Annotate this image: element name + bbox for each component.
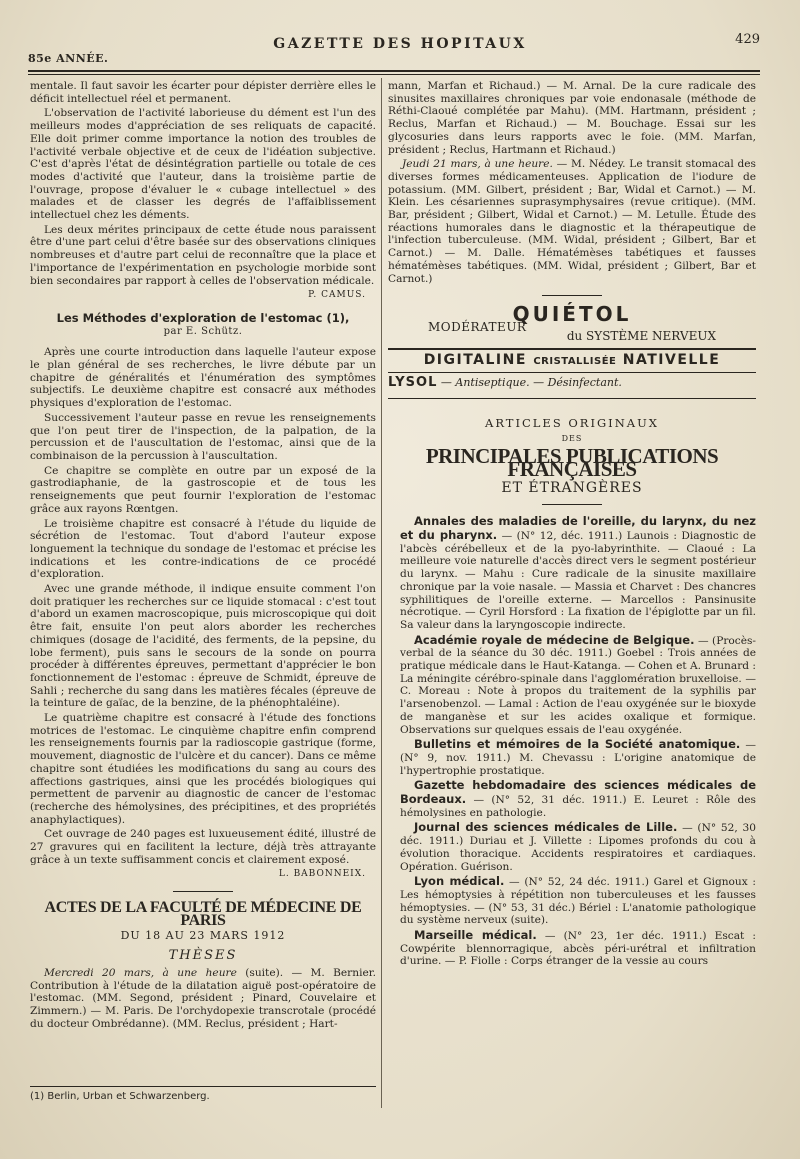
advertisement	[388, 302, 756, 399]
review-paragraph-4: Le troisième chapitre est consacré à l'étude du liquide de sécrétion de l'estomac. Tout d'abord l'auteur expose longuement la technique du sondage de l'estomac et précise les indications et les contre-indications de ce procédé d'exploration.	[30, 517, 376, 581]
ad-systeme: du SYSTÈME NERVEUX	[566, 328, 716, 343]
review-title: Les Méthodes d'exploration de l'estomac (1),	[56, 310, 350, 325]
review-author: par E. Schütz.	[163, 325, 243, 337]
theses-heading: THÈSES	[168, 948, 238, 964]
jeudi-text: — M. Nédey. Le transit stomacal des diverses formes médicamenteuses. Application de l'iodure de potassium. (MM. Gilbert, président ; Bar, Widal et Carnot.) — M. Klein. Les césariennes suprasymphysaires (revue critique). (MM. Bar, président ; Gilbert, Widal et Carnot.) — M. Letulle. Étude des réactions humorales dans le diagnostic et la thérapeutique de l'infection tuberculeuse. (MM. Widal, président ; Gilbert, Bar et Carnot.) — M. Dalle. Hématémèses tabétiques et fausses hématémèses tabétiques. (MM. Widal, président ; Gilbert, Bar et Carnot.)	[388, 158, 756, 285]
articles-title: PRINCIPALES PUBLICATIONS FRANÇAISES	[425, 444, 719, 481]
list-item	[388, 821, 756, 873]
ad-lysol-desc: — Antiseptique. — Désinfectant.	[440, 376, 622, 390]
journal-title: GAZETTE DES HOPITAUX	[273, 36, 527, 52]
signature-babonneix: L. BABONNEIX.	[278, 869, 366, 880]
entry-text: — (N° 52, 31 déc. 1911.) E. Leuret : Rôle des hémolysines en pathologie.	[400, 794, 756, 819]
review-paragraph-1: Après une courte introduction dans laquelle l'auteur expose le plan général de ses recherches, le livre débute par un chapitre de généralités et l'énumération des symptômes subjectifs. Le deuxième chapitre est consacré aux méthodes physiques d'exploration de l'estomac.	[30, 346, 376, 410]
theses-continuation: mann, Marfan et Richaud.) — M. Arnal. De la cure radicale des sinusites maxillaires chroniques par voie endonasale (méthode de Réthi-Claoué complétée par Mahu). (MM. Hartmann, président ; Reclus, Marfan et Richaud.) — M. Bouchage. Essai sur les glycosuries dans leurs rapports avec le foie. (MM. Marfan, président ; Reclus, Hartmann et Richaud.)	[388, 80, 756, 156]
paragraph-observation: L'observation de l'activité laborieuse du dément est l'un des meilleurs modes d'appréciation de ses reliquats de capacité. Elle doit primer comme importance la notion des troubles de l'activité verbale objective et de ceux de l'idéation subjective. C'est d'après l'état de désintégration partielle ou totale de ces modes d'activité que l'auteur, dans la troisième partie de l'ouvrage, propose d'évaluer le « cubage intellectuel » des malades et de classer les degrés de l'affaiblissement intellectuel chez les déments.	[30, 107, 376, 222]
articles-subtitle: ET ÉTRANGÈRES	[501, 479, 643, 496]
signature-camus: P. CAMUS.	[308, 290, 366, 301]
left-column	[30, 80, 376, 1105]
ad-cristallisee: CRISTALLISÉE	[533, 356, 617, 368]
entry-source: Journal des sciences médicales de Lille.	[414, 820, 678, 835]
column-divider	[381, 78, 382, 1108]
entry-source: Lyon médical.	[414, 874, 505, 889]
ad-nativelle: NATIVELLE	[622, 352, 721, 369]
actes-dates: DU 18 AU 23 MARS 1912	[120, 928, 286, 942]
theses-jeudi	[388, 158, 756, 285]
articles-rule	[542, 504, 602, 505]
header-rule	[28, 70, 760, 72]
ad-lysol	[388, 372, 756, 398]
entry-source: Académie royale de médecine de Belgique.	[414, 632, 695, 647]
entry-text: — (N° 23, 1er déc. 1911.) Escat : Cowpérite blennorragique, abcès péri-urétral et infiltration d'urine. — P. Fiolle : Corps étranger de la vessie au cours	[400, 930, 756, 968]
paragraph-intro: mentale. Il faut savoir les écarter pour dépister derrière elles le déficit intellectuel réel et permanent.	[30, 80, 376, 105]
articles-des: DES	[561, 434, 583, 444]
review-paragraph-3: Ce chapitre se complète en outre par un exposé de la gastrodiaphanie, de la gastroscopie et de tous les renseignements que peut fournir l'exploration de l'estomac grâce aux rayons Rœntgen.	[30, 464, 376, 515]
theses-paragraph	[30, 967, 376, 1031]
review-paragraph-2: Successivement l'auteur passe en revue les renseignements que l'on peut tirer de l'inspection, de la palpation, de la percussion et de l'auscultation de l'estomac, ainsi que de la combinaison de la percussion à l'auscultation.	[30, 411, 376, 462]
header-rule-thin	[28, 74, 760, 75]
ad-digitaline-word: DIGITALINE	[423, 352, 527, 369]
list-item	[388, 875, 756, 927]
ad-top-rule	[542, 295, 602, 296]
ad-quietol: QUIÉTOL	[512, 302, 632, 327]
section-divider	[173, 891, 233, 892]
list-item	[388, 738, 756, 777]
year-label: 85e ANNÉE.	[28, 52, 109, 65]
entry-source: Annales des maladies de l'oreille, du larynx, du nez et du pharynx.	[400, 514, 756, 542]
theses-date: Mercredi 20 mars, à une heure	[44, 967, 237, 979]
entry-source: Bulletins et mémoires de la Société anatomique.	[414, 737, 741, 752]
right-column	[388, 80, 756, 1110]
footnote: (1) Berlin, Urban et Schwarzenberg.	[30, 1086, 376, 1102]
list-item	[388, 515, 756, 631]
actes-title: ACTES DE LA FACULTÉ DE MÉDECINE DE PARIS	[44, 899, 362, 929]
review-paragraph-7: Cet ouvrage de 240 pages est luxueusement édité, illustré de 27 gravures qui en facilitent la lecture, déjà très attrayante grâce à un texte suffisamment concis et clairement exposé.	[30, 828, 376, 866]
entry-text: — (N° 9, nov. 1911.) M. Chevassu : L'origine anatomique de l'hypertrophie prostatique.	[400, 739, 756, 777]
entry-text: — (N° 12, déc. 1911.) Launois : Diagnostic de l'abcès cérébelleux et de la pyo-labyrinthite. — Claoué : La meilleure voie naturelle d'accès direct vers le segment postérieur du larynx. — Mahu : Cure radicale de la sinusite maxillaire chronique par la voie nasale. — Massia et Charvet : Des chancres syphilitiques de l'oreille externe. — Marcellos : Pansinusite nécrotique. — Cyril Horsford : La fixation de l'épiglotte par un fil. Sa valeur dans la laryngoscopie indirecte.	[400, 529, 756, 631]
entry-text: — (N° 52, 24 déc. 1911.) Garel et Gignoux : Les hémoptysies à répétition non tuberculeuses et les fausses hémoptysies. — (N° 53, 31 déc.) Bériel : L'anatomie pathologique du système nerveux (suite).	[400, 876, 756, 927]
paragraph-merits: Les deux mérites principaux de cette étude nous paraissent être d'une part celui d'être basée sur des observations cliniques nombreuses et d'autre part celui de reconnaître que la place et l'importance de l'expérimentation en psychologie morbide sont bien secondaires par rapport à celles de l'observation médicale.	[30, 223, 376, 287]
entry-source: Marseille médical.	[414, 928, 537, 943]
articles-heading: ARTICLES ORIGINAUX	[485, 415, 659, 430]
list-item	[388, 929, 756, 968]
jeudi-date: Jeudi 21 mars, à une heure.	[402, 158, 553, 171]
entry-text: — (Procès-verbal de la séance du 30 déc. 1911.) Goebel : Trois années de pratique médicale dans le Haut-Katanga. — Cohen et A. Brunard : La méningite cérébro-spinale dans l'agglomération bruxelloise. — C. Moreau : Note à propos du traitement de la syphilis par l'arsenobenzol. — Lamal : Action de l'eau oxygénée sur le bioxyde de manganèse et sur les acides oxalique et formique. Observations sur quelques essais de l'eau oxygénée.	[400, 634, 756, 736]
list-item	[388, 779, 756, 819]
entry-source: Gazette hebdomadaire des sciences médicales de Bordeaux.	[400, 778, 756, 807]
review-paragraph-5: Avec une grande méthode, il indique ensuite comment l'on doit pratiquer les recherches sur ce liquide stomacal : c'est tout d'abord un examen macroscopique, puis microscopique qui doit être fait, ensuite l'on peut alors aborder les recherches chimiques (dosage de l'acidité, des ferments, de la pepsine, du lobe ferment), puis sans le secours de la sonde on pourra procéder à différentes épreuves, permettant d'apprécier le bon fonctionnement de l'estomac : épreuve de Schmidt, épreuve de Sahli ; recherche du sang dans les matières fécales (épreuve de la teinture de gaïac, de la benzine, de la phénophtaléine).	[30, 583, 376, 710]
ad-moderateur: MODÉRATEUR	[428, 319, 527, 334]
ad-lysol-word: LYSOL	[388, 375, 438, 391]
entry-text: — (N° 52, 30 déc. 1911.) Duriau et J. Villette : Lipomes profonds du cou à évolution thoracique. Accidents respiratoires et cardiaques. Opération. Guérison.	[400, 822, 756, 873]
theses-text: (suite). — M. Bernier. Contribution à l'étude de la dilatation aiguë post-opératoire de l'estomac. (MM. Segond, président ; Pinard, Couvelaire et Zimmern.) — M. Paris. De l'orchydopexie transcrotale (procédé du docteur Ombrédanne). (MM. Reclus, président ; Hart-	[30, 967, 376, 1030]
list-item	[388, 634, 756, 737]
ad-digitaline	[388, 348, 756, 372]
page-number: 429	[735, 32, 760, 47]
review-paragraph-6: Le quatrième chapitre est consacré à l'étude des fonctions motrices de l'estomac. Le cinquième chapitre enfin comprend les renseignements fournis par la radioscopie gastrique (forme, mouvement, diagnostic de l'ulcère et du cancer). Dans ce même chapitre sont étudiées les modifications du sang au cours des affections gastriques, ainsi que les procédés biologiques qui permettent de parvenir au diagnostic de cancer de l'estomac (recherche des hémolysines, des précipitines, et des propriétés anaphylactiques).	[30, 712, 376, 826]
